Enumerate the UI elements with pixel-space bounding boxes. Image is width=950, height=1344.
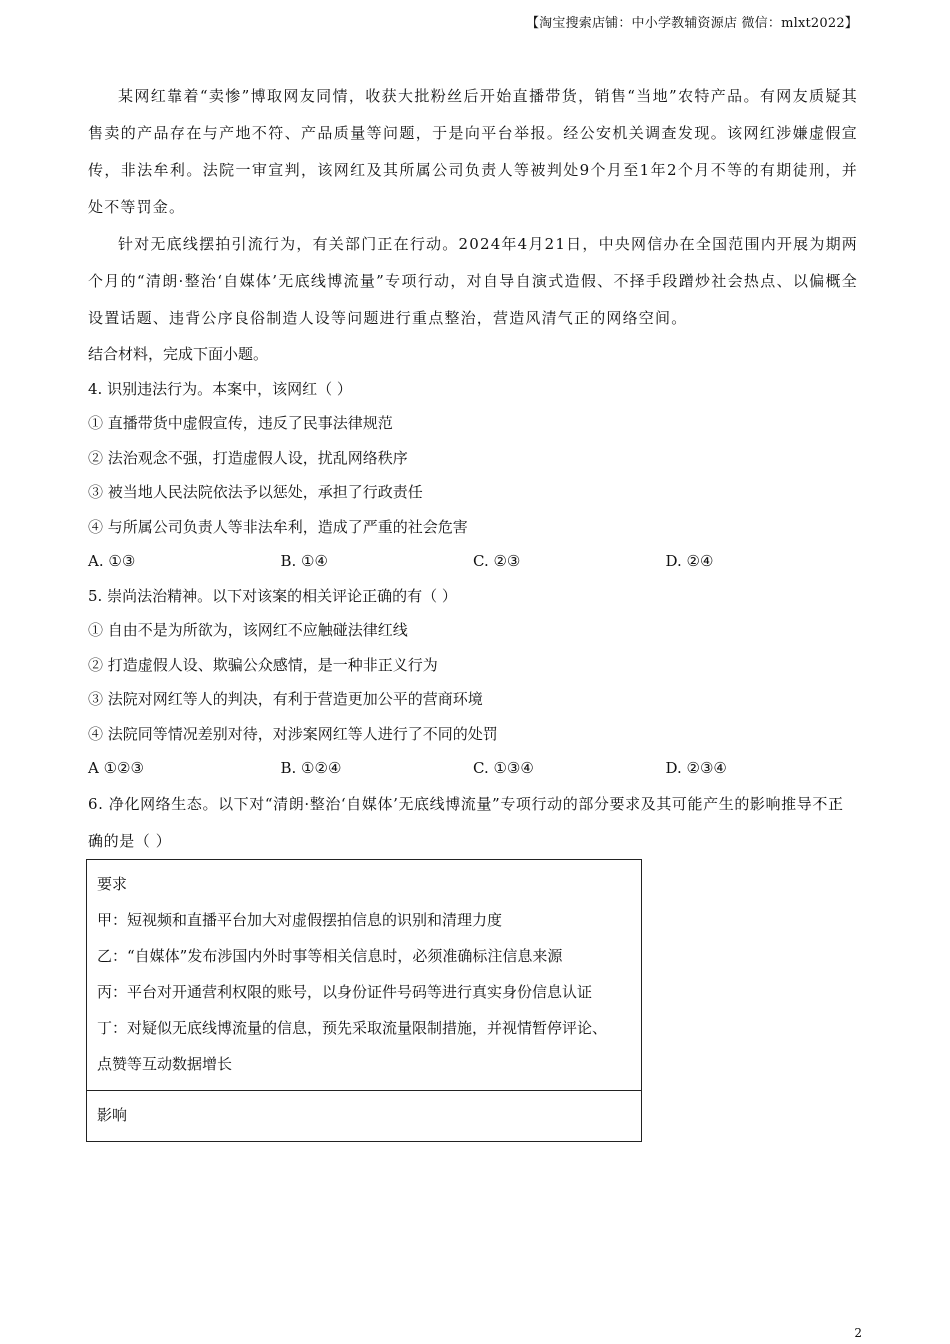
q5-option-c: C. ①③④ xyxy=(473,759,534,777)
q5-item-3: ③ 法院对网红等人的判决，有利于营造更加公平的营商环境 xyxy=(88,690,483,708)
material-paragraph-2: 针对无底线摆拍引流行为，有关部门正在行动。2024年4月21日，中央网信办在全国范围内开展为期两个月的“清朗·整治‘自媒体’无底线博流量”专项行动，对自导自演式造假、不择手段蹭炒社会热点、以偏概全设置话题、违背公序良俗制造人设等问题进行重点整治，营造风清气正的网络空间。 xyxy=(88,235,858,327)
q4-options xyxy=(88,544,858,579)
q4-stem: 4. 识别违法行为。本案中，该网红（ ） xyxy=(88,379,352,398)
document-body xyxy=(88,78,858,860)
q5-option-d: D. ②③④ xyxy=(665,759,727,777)
q5-options xyxy=(88,751,858,786)
q6-stem xyxy=(88,786,858,860)
material-prompt: 结合材料，完成下面小题。 xyxy=(88,345,269,363)
requirement-yi: 乙：“自媒体”发布涉国内外时事等相关信息时，必须准确标注信息来源 xyxy=(97,947,563,965)
q5-item-4: ④ 法院同等情况差别对待，对涉案网红等人进行了不同的处罚 xyxy=(88,724,498,743)
q5-stem: 5. 崇尚法治精神。以下对该案的相关评论正确的有（ ） xyxy=(88,586,457,605)
requirement-jia: 甲：短视频和直播平台加大对虚假摆拍信息的识别和清理力度 xyxy=(97,911,503,929)
q4-item-3: ③ 被当地人民法院依法予以惩处，承担了行政责任 xyxy=(88,483,423,501)
q4-option-c: C. ②③ xyxy=(473,552,521,570)
q6-stem-end: 的是（ ） xyxy=(103,831,172,850)
q6-emphasis-char-1: 不 xyxy=(812,794,828,813)
requirements-header: 要求 xyxy=(97,875,128,893)
impact-header: 影响 xyxy=(97,1106,128,1124)
requirements-table xyxy=(86,859,642,1142)
q4-item-1: ① 直播带货中虚假宣传，违反了民事法律规范 xyxy=(88,414,393,432)
q5-option-a: A ①②③ xyxy=(88,759,144,777)
q4-item-2: ② 法治观念不强，打造虚假人设，扰乱网络秩序 xyxy=(88,448,408,467)
requirement-bing: 丙：平台对开通营利权限的账号，以身份证件号码等进行真实身份信息认证 xyxy=(97,983,593,1001)
q5-item-1: ① 自由不是为所欲为，该网红不应触碰法律红线 xyxy=(88,621,408,639)
q6-emphasis-char-2: 正 xyxy=(827,794,844,813)
q4-option-a: A. ①③ xyxy=(88,552,136,570)
q6-stem-text: 6. 净化网络生态。以下对“清朗·整治‘自媒体’无底线博流量”专项行动的部分要求及其可能产生的影响推导 xyxy=(88,794,813,813)
page-header: 【淘宝搜索店铺：中小学教辅资源店 微信：mlxt2022】 xyxy=(525,16,858,31)
page-number: 2 xyxy=(854,1326,862,1340)
q4-option-d: D. ②④ xyxy=(665,552,714,570)
impact-cell xyxy=(87,1090,641,1141)
material-paragraph-1: 某网红靠着“卖惨”博取网友同情，收获大批粉丝后开始直播带货，销售“当地”农特产品。有网友质疑其售卖的产品存在与产地不符、产品质量等问题，于是向平台举报。经公安机关调查发现。该网红涉嫌虚假宣传，非法牟利。法院一审宣判，该网红及其所属公司负责人等被判处9个月至1年2个月不等的有期徒刑，并处不等罚金。 xyxy=(88,87,858,216)
requirement-ding: 丁：对疑似无底线博流量的信息，预先采取流量限制措施，并视情暂停评论、点赞等互动数据增长 xyxy=(97,1019,608,1073)
q6-emphasis-char-3: 确 xyxy=(88,831,104,850)
q5-option-b: B. ①②④ xyxy=(280,759,342,777)
requirements-cell xyxy=(87,860,641,1090)
q5-item-2: ② 打造虚假人设、欺骗公众感情，是一种非正义行为 xyxy=(88,655,438,674)
q4-option-b: B. ①④ xyxy=(280,552,328,570)
q4-item-4: ④ 与所属公司负责人等非法牟利，造成了严重的社会危害 xyxy=(88,517,468,536)
